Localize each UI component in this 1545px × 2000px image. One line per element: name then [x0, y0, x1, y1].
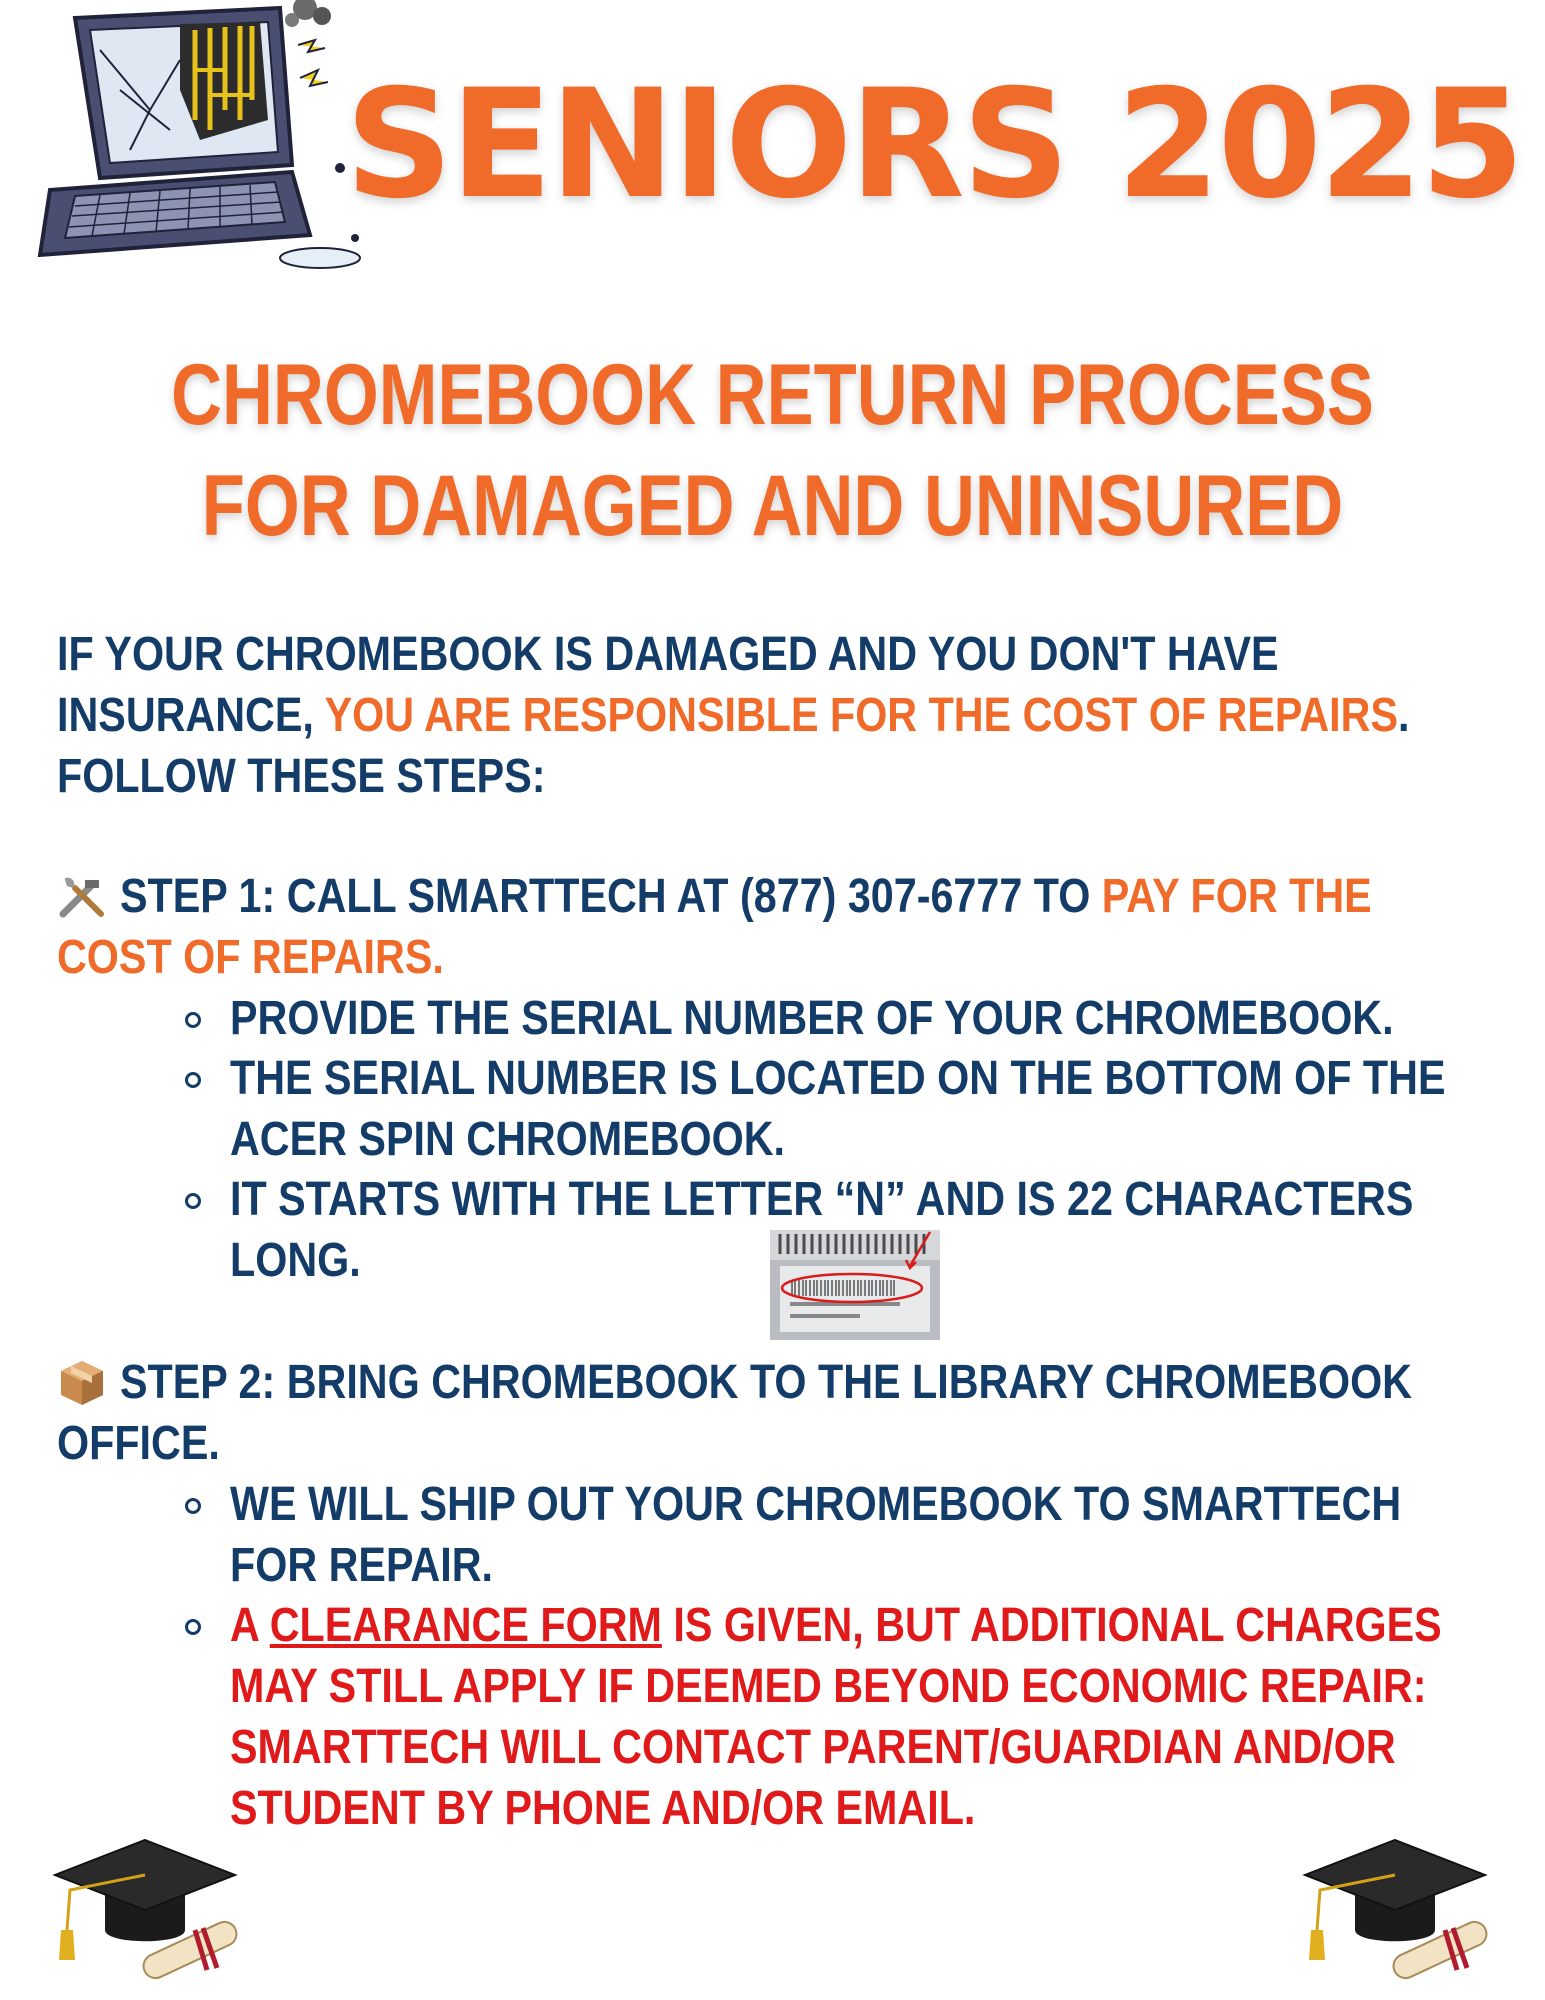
graduation-cap-icon: [1295, 1830, 1500, 1980]
bullet-marker: [185, 1072, 201, 1088]
subtitle-line-1: CHROMEBOOK RETURN PROCESS: [171, 347, 1374, 443]
serial-label-photo: [770, 1230, 940, 1340]
step-1-bullet-2-cont: ACER SPIN CHROMEBOOK.: [230, 1113, 786, 1166]
intro-line-1: IF YOUR CHROMEBOOK IS DAMAGED AND YOU DON'T HAVE: [57, 628, 1279, 681]
graduation-cap-icon: [45, 1830, 250, 1980]
step-2-line-1: STEP 2: BRING CHROMEBOOK TO THE LIBRARY CHROMEBOOK: [120, 1356, 1413, 1409]
step-2-bullet-2-line-2: MAY STILL APPLY IF DEEMED BEYOND ECONOMIC REPAIR:: [230, 1660, 1427, 1713]
intro-line-2: INSURANCE, YOU ARE RESPONSIBLE FOR THE COST OF REPAIRS.: [57, 689, 1410, 742]
step-2-bullet-2-line-4: STUDENT BY PHONE AND/OR EMAIL.: [230, 1782, 976, 1835]
step-1-bullet-1: PROVIDE THE SERIAL NUMBER OF YOUR CHROMEBOOK.: [230, 992, 1394, 1045]
step-1-bullet-2: THE SERIAL NUMBER IS LOCATED ON THE BOTTOM OF THE: [230, 1052, 1446, 1105]
broken-laptop-illustration: [30, 0, 370, 280]
step-1-line-2: COST OF REPAIRS.: [57, 931, 444, 984]
responsibility-highlight: YOU ARE RESPONSIBLE FOR THE COST OF REPAIRS: [324, 689, 1398, 742]
step-2-bullet-2-line-3: SMARTTECH WILL CONTACT PARENT/GUARDIAN AND/OR: [230, 1721, 1396, 1774]
tools-icon: [57, 872, 107, 922]
intro-line-3: FOLLOW THESE STEPS:: [57, 750, 546, 803]
step-2-bullet-1-cont: FOR REPAIR.: [230, 1539, 493, 1592]
step-2-line-2: OFFICE.: [57, 1417, 220, 1470]
package-icon: [57, 1357, 107, 1407]
bullet-marker: [185, 1619, 201, 1635]
bullet-marker: [185, 1498, 201, 1514]
page-title: SENIORS 2025: [345, 58, 1522, 232]
step-1-line-1: STEP 1: CALL SMARTTECH AT (877) 307-6777 TO PAY FOR THE: [120, 870, 1372, 923]
bullet-marker: [185, 1012, 201, 1028]
step-1-bullet-3-cont: LONG.: [230, 1234, 361, 1287]
step-2-bullet-1: WE WILL SHIP OUT YOUR CHROMEBOOK TO SMARTTECH: [230, 1478, 1402, 1531]
bullet-marker: [185, 1193, 201, 1209]
clearance-form-link[interactable]: CLEARANCE FORM: [269, 1599, 662, 1652]
step-1-bullet-3: IT STARTS WITH THE LETTER “N” AND IS 22 CHARACTERS: [230, 1173, 1414, 1226]
step-2-bullet-2: A CLEARANCE FORM IS GIVEN, BUT ADDITIONAL CHARGES: [230, 1599, 1442, 1652]
subtitle-line-2: FOR DAMAGED AND UNINSURED: [201, 458, 1344, 554]
